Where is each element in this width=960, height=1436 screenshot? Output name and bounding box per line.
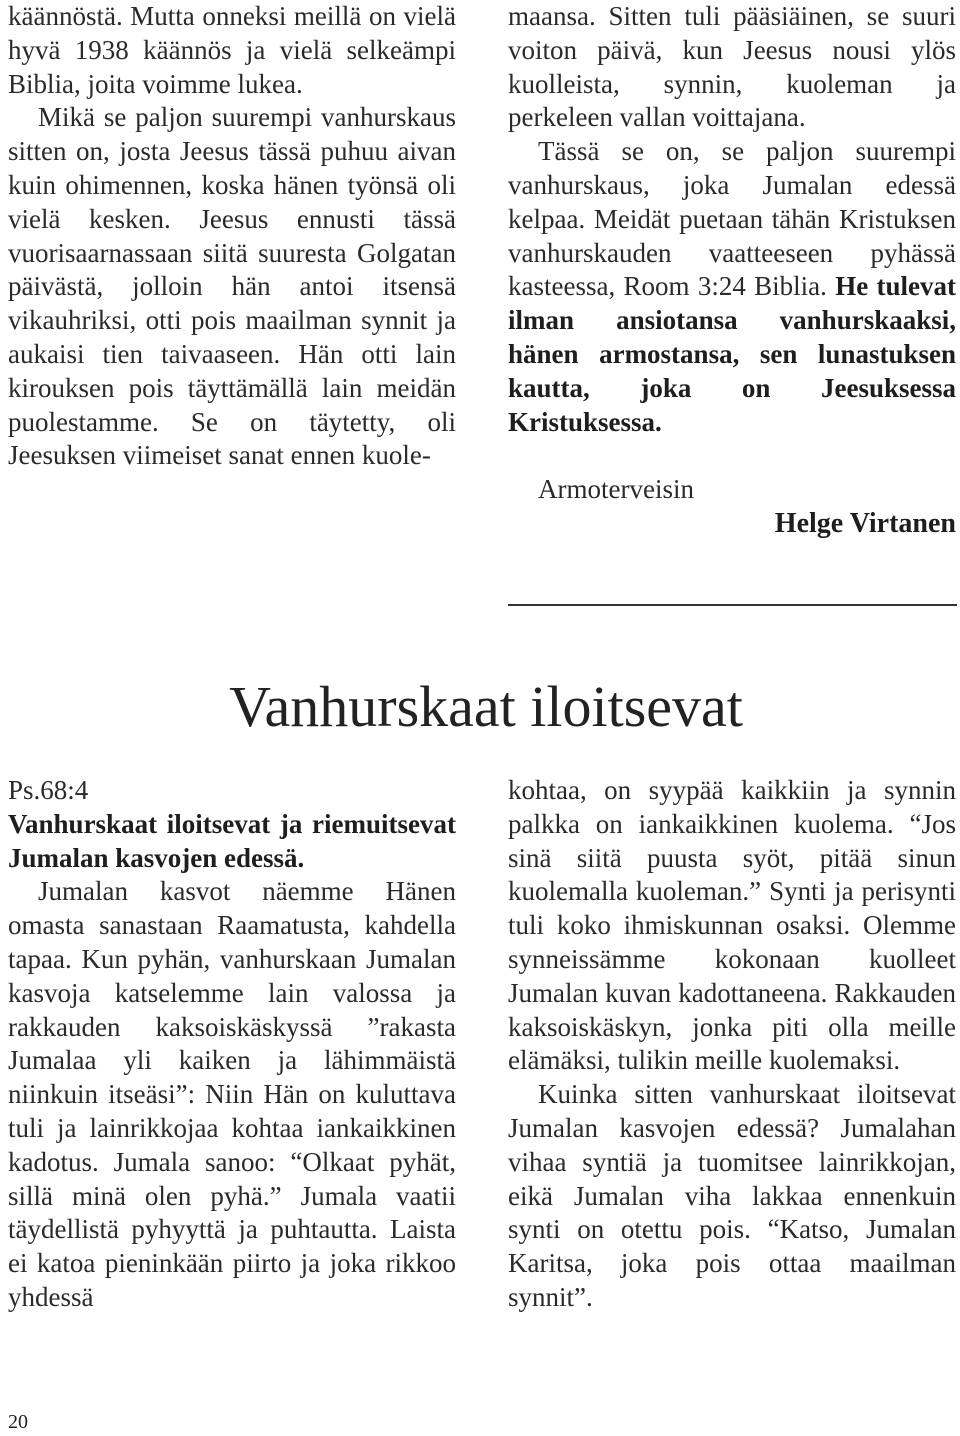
paragraph-continued: käännöstä. Mutta onneksi meillä on vielä hyvä 1938 käännös ja vielä selkeämpi Biblia, joita voimme lukea. [8, 1, 456, 99]
bottom-right-column [508, 774, 956, 1315]
paragraph-righteousness: Mikä se paljon suurempi vanhurskaus sitten on, josta Jeesus tässä puhuu aivan kuin ohimennen, koska hänen työnsä oli vielä kesken. Jeesus ennusti tässä vuorisaarnassaan siitä suuresta Golgatan päivästä, jolloin hän antoi itsensä vikauhriksi, otti pois maailman synnit ja aukaisi tien taivaaseen. Hän otti lain kirouksen pois täyttämällä lain meidän puolestamme. Se on täytetty, oli Jeesuksen viimeiset sanat ennen kuole- [8, 102, 456, 471]
page-number: 20 [8, 1411, 28, 1433]
scripture-reference: Ps.68:4 [8, 775, 89, 805]
baptism-text: Tässä se on, se paljon suurempi vanhurskaus, joka Jumalan edessä kelpaa. Meidät puetaan tähän Kristuksen vanhurskauden vaatteeseen pyhässä kasteessa, Room 3:24 Biblia. [508, 136, 956, 302]
paragraph-lamb: Kuinka sitten vanhurskaat iloitsevat Jumalan kasvojen edessä? Jumalahan vihaa syntiä ja tuomitsee lainrikkojan, eikä Jumalan viha lakkaa ennenkuin synti on otettu pois. “Katso, Jumalan Karitsa, joka pois ottaa maailman synnit”. [508, 1079, 956, 1312]
paragraph-law: Jumalan kasvot näemme Hänen omasta sanastaan Raamatusta, kahdella tapaa. Kun pyhän, vanhurskaan Jumalan kasvoja katselemme lain valossa ja rakkauden kaksoiskäskyssä ”rakasta Jumalaa yli kaiken ja lähimmäistä niinkuin itseäsi”: Niin Hän on kuluttava tuli ja lainrikkojaa kohtaa iankaikkinen kadotus. Jumala sanoo: “Olkaat pyhät, sillä minä olen pyhä.” Jumala vaatii täydellistä pyhyyttä ja puhtautta. Laista ei katoa pieninkään piirto ja joka rikkoo yhdessä [8, 876, 456, 1312]
paragraph-baptism [508, 135, 956, 439]
section-divider [508, 604, 957, 606]
paragraph-sin: kohtaa, on syypää kaikkiin ja synnin palkka on iankaikkinen kuolema. “Jos sinä siitä puusta syöt, pitää sinun kuolemalla kuoleman.” Synti ja perisynti tuli koko ihmiskunnan osaksi. Olemme synneissämme kokonaan kuolleet Jumalan kuvan kadottaneena. Rakkauden kaksoiskäskyn, jonka piti olla meille elämäksi, tulikin meille kuolemaksi. [508, 775, 956, 1076]
bold-quote: He tulevat ilman ansiotansa vanhurskaaksi, hänen armostansa, sen lunastuksen kautta, joka on Jeesuksessa Kristuksessa. [508, 271, 956, 437]
greeting: Armoterveisin [538, 474, 694, 505]
scripture-verse: Vanhurskaat iloitsevat ja riemuitsevat Jumalan kasvojen edessä. [8, 808, 456, 873]
signature: Helge Virtanen [774, 508, 956, 540]
bottom-left-column [8, 774, 456, 1315]
article-title: Vanhurskaat iloitsevat [229, 674, 743, 739]
top-right-column [508, 0, 956, 541]
paragraph-easter: maansa. Sitten tuli pääsiäinen, se suuri voiton päivä, kun Jeesus nousi ylös kuolleista, synnin, kuoleman ja perkeleen vallan voittajana. [508, 1, 956, 133]
top-left-column [8, 0, 456, 473]
